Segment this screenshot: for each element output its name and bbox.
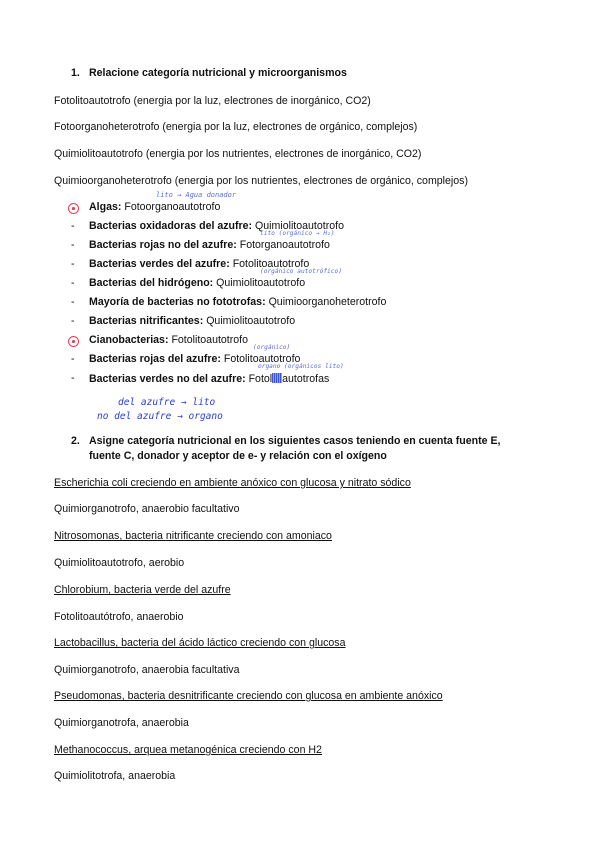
dash-bullet: - bbox=[71, 372, 75, 384]
list-item bbox=[89, 315, 295, 327]
item-label: Mayoría de bacterias no fototrofas: bbox=[89, 296, 266, 308]
item-value: Quimiolitoautotrofo bbox=[255, 220, 344, 232]
item-label: Bacterias verdes no del azufre: bbox=[89, 373, 246, 385]
dash-bullet: - bbox=[71, 277, 75, 289]
item-value: Fotolitoautotrofo bbox=[223, 353, 301, 365]
item-label: Cianobacterias: bbox=[89, 334, 169, 346]
item-value: Fotolitoautotrofo bbox=[232, 258, 310, 270]
case-answer: Quimiorganotrofa, anaerobia bbox=[54, 717, 189, 729]
handwritten-note: del azufre → lito bbox=[118, 397, 216, 408]
item-value: Fotoorganoautotrofo bbox=[124, 201, 221, 213]
handwritten-note: lito (orgánico → H₂) bbox=[260, 230, 335, 237]
definition-line: Quimioorganoheterotrofo (energia por los nutrientes, electrones de orgánico, complejos) bbox=[54, 175, 468, 187]
dash-bullet: - bbox=[71, 296, 75, 308]
handwritten-note: lito → Agua donador bbox=[156, 191, 237, 199]
dash-bullet: - bbox=[71, 258, 75, 270]
case-answer: Quimiorganotrofo, anaerobio facultativo bbox=[54, 503, 240, 515]
item-label: Bacterias nitrificantes: bbox=[89, 315, 204, 327]
item-value: Fotorganoautotrofo bbox=[239, 239, 330, 251]
case-title: Chlorobium, bacteria verde del azufre bbox=[54, 584, 231, 596]
definition-line: Quimiolitoautotrofo (energia por los nutrientes, electrones de inorgánico, CO2) bbox=[54, 148, 422, 160]
handwritten-note: organo (orgánicos lito) bbox=[258, 363, 344, 370]
case-answer: Quimiorganotrofo, anaerobia facultativa bbox=[54, 664, 240, 676]
item-value: Quimioorganoheterotrofo bbox=[268, 296, 387, 308]
case-answer: Fotolitoautótrofo, anaerobio bbox=[54, 611, 184, 623]
item-label: Algas: bbox=[89, 201, 122, 213]
item-value: Quimiolitoautotrofo bbox=[216, 277, 306, 289]
item-label: Bacterias rojas del azufre: bbox=[89, 353, 221, 365]
circle-bullet-icon bbox=[68, 336, 79, 347]
item-label: Bacterias oxidadoras del azufre: bbox=[89, 220, 253, 232]
item-value: Fotolitoautotrofo bbox=[171, 334, 248, 346]
dash-bullet: - bbox=[71, 353, 75, 365]
dash-bullet: - bbox=[71, 220, 75, 232]
item-value: Fotol bbox=[248, 373, 273, 385]
item-label: Bacterias del hidrógeno: bbox=[89, 277, 214, 289]
handwritten-note: (orgánico) bbox=[253, 344, 291, 351]
case-answer: Quimiolitoautotrofo, aerobio bbox=[54, 557, 185, 569]
section2-title-line2: fuente C, donador y aceptor de e- y relación con el oxígeno bbox=[89, 450, 387, 462]
handwritten-note: no del azufre → organo bbox=[97, 411, 223, 422]
dash-bullet: - bbox=[71, 315, 75, 327]
section2-number: 2. bbox=[71, 435, 80, 447]
definition-line: Fotoorganoheterotrofo (energia por la luz, electrones de orgánico, complejos) bbox=[54, 121, 418, 133]
list-item bbox=[89, 277, 305, 289]
list-item bbox=[89, 239, 330, 251]
case-title: Pseudomonas, bacteria desnitrificante creciendo con glucosa en ambiente anóxico bbox=[54, 690, 443, 702]
list-item bbox=[89, 372, 329, 385]
dash-bullet: - bbox=[71, 239, 75, 251]
case-title: Nitrosomonas, bacteria nitrificante creciendo con amoniaco bbox=[54, 530, 332, 542]
section1-number: 1. bbox=[71, 67, 80, 79]
case-title: Methanococcus, arquea metanogénica creciendo con H2 bbox=[54, 744, 322, 756]
item-value-end: autotrofas bbox=[282, 373, 330, 385]
item-label: Bacterias verdes del azufre: bbox=[89, 258, 230, 270]
section2-title-line1: Asigne categoría nutricional en los siguientes casos teniendo en cuenta fuente E, bbox=[89, 435, 501, 447]
handwritten-scribble bbox=[272, 373, 282, 383]
case-title: Lactobacillus, bacteria del ácido láctico creciendo con glucosa bbox=[54, 637, 346, 649]
item-label: Bacterias rojas no del azufre: bbox=[89, 239, 237, 251]
section1-title: Relacione categoría nutricional y microorganismos bbox=[89, 67, 347, 79]
case-answer: Quimiolitotrofa, anaerobia bbox=[54, 770, 176, 782]
list-item bbox=[89, 296, 386, 308]
item-value: Quimiolitoautotrofo bbox=[206, 315, 296, 327]
definition-line: Fotolitoautotrofo (energia por la luz, electrones de inorgánico, CO2) bbox=[54, 95, 371, 107]
handwritten-note: (orgánico autotrófico) bbox=[260, 268, 342, 275]
case-title: Escherichia coli creciendo en ambiente anóxico con glucosa y nitrato sódico bbox=[54, 477, 411, 489]
list-item bbox=[89, 201, 220, 213]
list-item bbox=[89, 334, 248, 346]
circle-bullet-icon bbox=[68, 203, 79, 214]
